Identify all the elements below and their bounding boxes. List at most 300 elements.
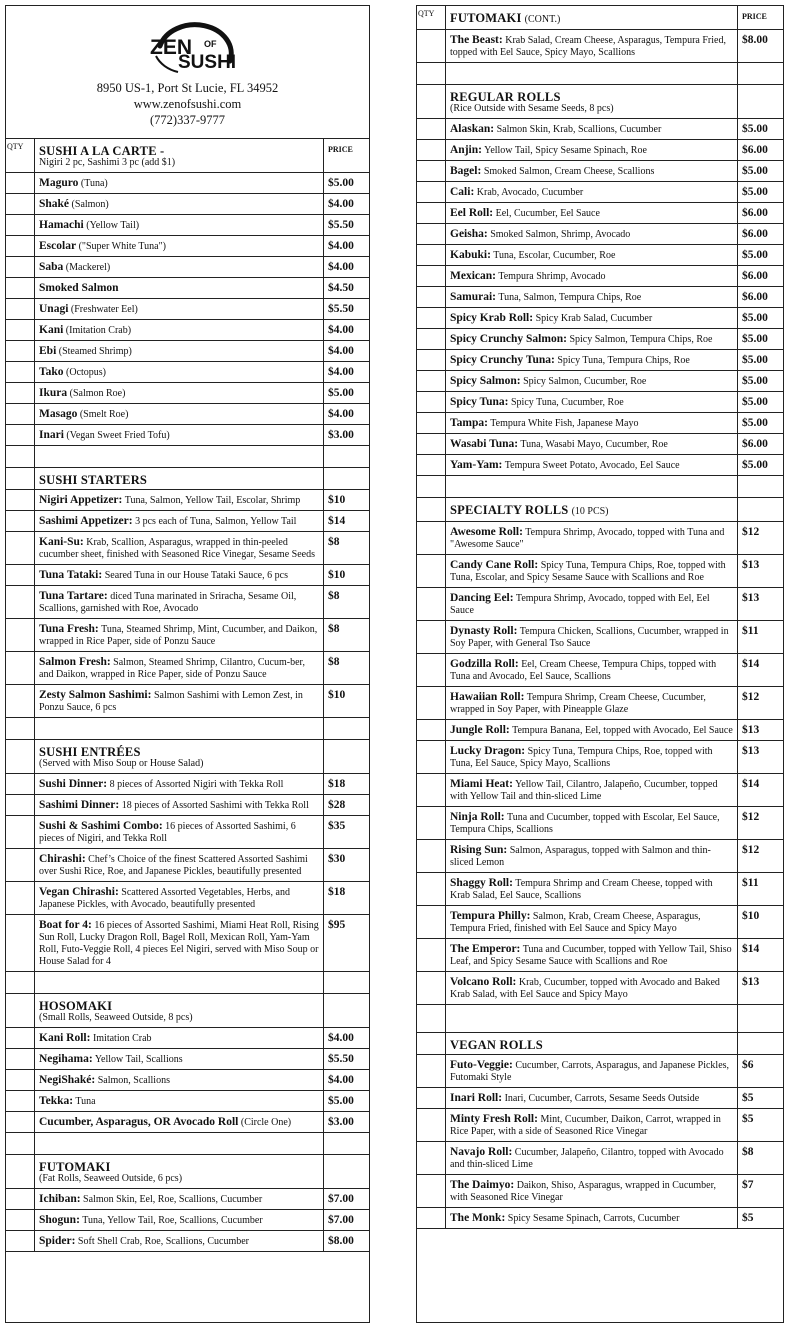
item-name: Masago <box>39 408 78 420</box>
item-price: $5.00 <box>738 161 783 182</box>
item-description: 3 pcs each of Tuna, Salmon, Yellow Tail <box>135 516 297 527</box>
item-price: $6.00 <box>738 140 783 161</box>
qty-checkbox[interactable] <box>417 588 446 621</box>
menu-item-yam-yam <box>446 455 738 476</box>
menu-item-ichiban <box>35 1189 324 1210</box>
item-price: $5 <box>738 1088 783 1109</box>
item-price: $5.00 <box>738 308 783 329</box>
qty-checkbox[interactable] <box>6 194 35 215</box>
qty-checkbox[interactable] <box>6 490 35 511</box>
qty-checkbox[interactable] <box>6 383 35 404</box>
item-name: Samurai: <box>450 291 496 303</box>
item-name: Cali: <box>450 186 475 198</box>
qty-checkbox[interactable] <box>417 1208 446 1229</box>
item-price: $5.00 <box>738 392 783 413</box>
menu-item-miami-heat <box>446 774 738 807</box>
item-price: $6.00 <box>738 266 783 287</box>
qty-checkbox[interactable] <box>6 173 35 194</box>
spacer-cell <box>446 1005 738 1033</box>
qty-checkbox[interactable] <box>417 224 446 245</box>
item-description: (Vegan Sweet Fried Tofu) <box>66 430 170 441</box>
item-price: $5 <box>738 1208 783 1229</box>
item-name: Ninja Roll: <box>450 811 505 823</box>
section-subtitle: (Fat Rolls, Seaweed Outside, 6 pcs) <box>39 1173 183 1184</box>
item-price: $8 <box>324 652 369 685</box>
menu-item-chirashi <box>35 849 324 882</box>
menu-item-ninja-roll <box>446 807 738 840</box>
item-description: Salmon, Scallions <box>97 1075 170 1086</box>
qty-checkbox[interactable] <box>6 425 35 446</box>
spacer-cell <box>738 1005 783 1033</box>
menu-item-tuna-tartare <box>35 586 324 619</box>
item-description: (Circle One) <box>240 1117 292 1128</box>
price-column-header <box>324 468 369 490</box>
item-description: Inari, Cucumber, Carrots, Sesame Seeds Outside <box>504 1093 700 1104</box>
item-price: $11 <box>738 621 783 654</box>
qty-checkbox[interactable] <box>6 652 35 685</box>
qty-checkbox[interactable] <box>6 619 35 652</box>
item-price: $3.00 <box>324 425 369 446</box>
qty-checkbox[interactable] <box>417 1055 446 1088</box>
section-subtitle: (Served with Miso Soup or House Salad) <box>39 758 204 769</box>
menu-item-the-monk <box>446 1208 738 1229</box>
item-description: Tuna <box>75 1096 96 1107</box>
menu-item-nigiri-appetizer <box>35 490 324 511</box>
qty-column-header: QTY <box>6 139 35 173</box>
menu-item-sushi-dinner <box>35 774 324 795</box>
item-name: Eel Roll: <box>450 207 494 219</box>
item-description: Yellow Tail, Cilantro, Jalapeño, Cucumber, topped with Yellow Tail and thin-sliced Lime <box>450 779 718 802</box>
item-description: Tempura Shrimp, Avocado, topped with Eel, Eel Sauce <box>450 593 710 616</box>
qty-checkbox[interactable] <box>6 816 35 849</box>
item-price: $7 <box>738 1175 783 1208</box>
qty-checkbox[interactable] <box>6 1091 35 1112</box>
qty-checkbox[interactable] <box>417 119 446 140</box>
item-name: Unagi <box>39 303 69 315</box>
item-description: (Octopus) <box>66 367 107 378</box>
item-price: $8 <box>324 619 369 652</box>
qty-checkbox[interactable] <box>417 972 446 1005</box>
price-column-header: PRICE <box>324 139 369 173</box>
item-name: Vegan Chirashi: <box>39 886 119 898</box>
qty-checkbox[interactable] <box>417 392 446 413</box>
item-name: Godzilla Roll: <box>450 658 519 670</box>
item-name: Ebi <box>39 345 57 357</box>
qty-checkbox[interactable] <box>417 621 446 654</box>
section-header <box>446 6 738 30</box>
section-subtitle: (Small Rolls, Seaweed Outside, 8 pcs) <box>39 1012 193 1023</box>
menu-item-godzilla-roll <box>446 654 738 687</box>
item-description: Spicy Tuna, Tempura Chips, Roe, topped with Tuna, Escolar, and Spicy Sesame Sauce with Scallions and Roe <box>450 560 726 583</box>
item-description: Tempura Chicken, Scallions, Cucumber, wrapped in Soy Paper, with General Tso Sauce <box>450 626 729 649</box>
qty-checkbox[interactable] <box>6 257 35 278</box>
address: 8950 US-1, Port St Lucie, FL 34952 <box>96 81 279 95</box>
qty-checkbox[interactable] <box>417 654 446 687</box>
qty-checkbox[interactable] <box>6 849 35 882</box>
qty-checkbox[interactable] <box>417 203 446 224</box>
item-name: Anjin: <box>450 144 482 156</box>
menu-item-tempura-philly <box>446 906 738 939</box>
qty-checkbox[interactable] <box>6 586 35 619</box>
item-name: Kani <box>39 324 64 336</box>
menu-item-dynasty-roll <box>446 621 738 654</box>
qty-checkbox[interactable] <box>417 873 446 906</box>
item-description: (Smelt Roe) <box>79 409 129 420</box>
item-description: Spicy Salmon, Cucumber, Roe <box>523 376 647 387</box>
qty-checkbox[interactable] <box>6 1231 35 1252</box>
menu-item-masago <box>35 404 324 425</box>
item-description: Krab, Scallion, Asparagus, wrapped in thin-peeled cucumber sheet, finished with Seasoned Rice Vinegar, Sesame Seeds <box>39 537 315 560</box>
qty-checkbox[interactable] <box>6 795 35 816</box>
item-price: $13 <box>738 741 783 774</box>
item-description: Tuna, Escolar, Cucumber, Roe <box>493 250 616 261</box>
item-price: $4.00 <box>324 320 369 341</box>
item-description: Imitation Crab <box>92 1033 152 1044</box>
item-name: Negihama: <box>39 1053 93 1065</box>
qty-checkbox[interactable] <box>417 1109 446 1142</box>
item-price: $3.00 <box>324 1112 369 1133</box>
item-description: Spicy Tuna, Tempura Chips, Roe, topped with Tuna, Eel Sauce, Spicy Mayo, Scallions <box>450 746 713 769</box>
qty-checkbox[interactable] <box>6 1028 35 1049</box>
item-name: Ikura <box>39 387 68 399</box>
item-description: Cucumber, Jalapeño, Cilantro, topped with Avocado and thin-sliced Lime <box>450 1147 724 1170</box>
item-name: Inari <box>39 429 64 441</box>
item-price: $10 <box>738 906 783 939</box>
item-description: Spicy Tuna, Tempura Chips, Roe <box>557 355 690 366</box>
menu-item-geisha <box>446 224 738 245</box>
item-description: Tempura Shrimp, Avocado, topped with Tuna and "Awesome Sauce" <box>450 527 725 550</box>
qty-column-header <box>6 1155 35 1189</box>
item-price: $4.50 <box>324 278 369 299</box>
item-name: Dancing Eel: <box>450 592 514 604</box>
item-description: Spicy Sesame Spinach, Carrots, Cucumber <box>507 1213 680 1224</box>
qty-column-header <box>417 498 446 522</box>
item-price: $5.00 <box>738 455 783 476</box>
item-name: Tako <box>39 366 64 378</box>
spacer-cell <box>738 63 783 85</box>
section-subtitle: Nigiri 2 pc, Sashimi 3 pc (add $1) <box>39 157 176 168</box>
item-description: (Freshwater Eel) <box>70 304 138 315</box>
section-header <box>35 1155 324 1189</box>
spacer-cell <box>35 972 324 994</box>
section-header <box>35 468 324 490</box>
qty-checkbox[interactable] <box>417 161 446 182</box>
item-price: $10 <box>324 565 369 586</box>
spacer-cell <box>35 1133 324 1155</box>
qty-checkbox[interactable] <box>417 555 446 588</box>
qty-checkbox[interactable] <box>417 30 446 63</box>
qty-checkbox[interactable] <box>417 245 446 266</box>
qty-column-header <box>6 740 35 774</box>
item-description: Chef’s Choice of the finest Scattered Assorted Sashimi over Sushi Rice, Roe, and Japanese Pickles, beautifully presented <box>39 854 308 877</box>
item-name: Volcano Roll: <box>450 976 517 988</box>
item-price: $14 <box>738 774 783 807</box>
qty-checkbox[interactable] <box>6 1070 35 1091</box>
section-title: SUSHI A LA CARTE - <box>39 144 165 158</box>
item-description: Tempura Sweet Potato, Avocado, Eel Sauce <box>504 460 680 471</box>
item-name: Tuna Tartare: <box>39 590 108 602</box>
item-name: Chirashi: <box>39 853 86 865</box>
spacer-cell <box>6 718 35 740</box>
menu-item-spider <box>35 1231 324 1252</box>
qty-checkbox[interactable] <box>6 915 35 972</box>
item-price: $4.00 <box>324 404 369 425</box>
item-price: $7.00 <box>324 1189 369 1210</box>
menu-item-escolar <box>35 236 324 257</box>
item-name: Geisha: <box>450 228 488 240</box>
item-price: $6.00 <box>738 434 783 455</box>
zen-of-sushi-logo <box>138 16 248 78</box>
item-name: Spicy Tuna: <box>450 396 509 408</box>
item-price: $8.00 <box>324 1231 369 1252</box>
website[interactable]: www.zenofsushi.com <box>133 97 242 111</box>
qty-checkbox[interactable] <box>417 687 446 720</box>
spacer-cell <box>446 63 738 85</box>
item-description: Cucumber, Carrots, Asparagus, and Japanese Pickles, Futomaki Style <box>450 1060 730 1083</box>
item-description: Krab Salad, Cream Cheese, Asparagus, Tempura Fried, topped with Eel Sauce, Spicy Mayo, Scallions <box>450 35 726 58</box>
item-description: Soft Shell Crab, Roe, Scallions, Cucumber <box>77 1236 250 1247</box>
item-price: $8 <box>324 532 369 565</box>
item-description: Smoked Salmon, Shrimp, Avocado <box>490 229 631 240</box>
item-name: The Beast: <box>450 34 503 46</box>
section-title: VEGAN ROLLS <box>450 1038 543 1052</box>
section-header <box>446 498 738 522</box>
qty-checkbox[interactable] <box>6 565 35 586</box>
item-price: $8 <box>324 586 369 619</box>
menu-item-vegan-chirashi <box>35 882 324 915</box>
qty-checkbox[interactable] <box>417 1142 446 1175</box>
qty-checkbox[interactable] <box>6 341 35 362</box>
menu-item-negishak <box>35 1070 324 1091</box>
qty-checkbox[interactable] <box>6 882 35 915</box>
qty-checkbox[interactable] <box>417 266 446 287</box>
item-description: (Tuna) <box>80 178 108 189</box>
section-header <box>35 740 324 774</box>
qty-checkbox[interactable] <box>417 182 446 203</box>
item-description: Tempura Shrimp, Avocado <box>498 271 606 282</box>
item-name: Saba <box>39 261 64 273</box>
price-column-header <box>738 498 783 522</box>
item-price: $5.00 <box>738 350 783 371</box>
item-description: Scattered Assorted Vegetables, Herbs, and Japanese Pickles, with Avocado, beautifully presented <box>39 887 290 910</box>
menu-item-inari-roll <box>446 1088 738 1109</box>
item-price: $4.00 <box>324 1070 369 1091</box>
price-column-header <box>324 994 369 1028</box>
item-description: Daikon, Shiso, Asparagus, wrapped in Cucumber, with Seasoned Rice Vinegar <box>450 1180 717 1203</box>
item-name: Hawaiian Roll: <box>450 691 525 703</box>
menu-item-jungle-roll <box>446 720 738 741</box>
item-name: Kani Roll: <box>39 1032 91 1044</box>
item-description: Eel, Cream Cheese, Tempura Chips, topped with Tuna and Avocado, Eel Sauce, Scallions <box>450 659 717 682</box>
item-description: Eel, Cucumber, Eel Sauce <box>495 208 600 219</box>
qty-checkbox[interactable] <box>6 1049 35 1070</box>
section-subtitle: (Rice Outside with Sesame Seeds, 8 pcs) <box>450 103 614 114</box>
item-price: $5.00 <box>738 329 783 350</box>
qty-column-header <box>417 85 446 119</box>
item-price: $5.00 <box>738 182 783 203</box>
qty-checkbox[interactable] <box>417 329 446 350</box>
item-name: NegiShaké: <box>39 1074 96 1086</box>
item-name: Sushi Dinner: <box>39 778 108 790</box>
item-name: Smoked Salmon <box>39 282 119 294</box>
menu-item-kabuki <box>446 245 738 266</box>
item-description: Spicy Tuna, Cucumber, Roe <box>511 397 624 408</box>
item-description: Krab, Cucumber, topped with Avocado and Baked Krab Salad, with Eel Sauce and Spicy Mayo <box>450 977 720 1000</box>
menu-item-hamachi <box>35 215 324 236</box>
qty-checkbox[interactable] <box>6 511 35 532</box>
item-price: $4.00 <box>324 362 369 383</box>
qty-checkbox[interactable] <box>417 455 446 476</box>
qty-checkbox[interactable] <box>417 774 446 807</box>
qty-checkbox[interactable] <box>417 1175 446 1208</box>
menu-item-boat-for-4 <box>35 915 324 972</box>
qty-checkbox[interactable] <box>417 287 446 308</box>
menu-item-kani-roll <box>35 1028 324 1049</box>
spacer-cell <box>35 718 324 740</box>
item-name: Nigiri Appetizer: <box>39 494 123 506</box>
phone[interactable]: (772)337-9777 <box>150 113 225 127</box>
qty-column-header: QTY <box>417 6 446 30</box>
item-name: Wasabi Tuna: <box>450 438 519 450</box>
item-price: $6.00 <box>738 287 783 308</box>
qty-checkbox[interactable] <box>6 215 35 236</box>
item-description: Yellow Tail, Scallions <box>94 1054 183 1065</box>
item-price: $14 <box>738 939 783 972</box>
menu-item-sushi-sashimi-combo <box>35 816 324 849</box>
qty-checkbox[interactable] <box>417 720 446 741</box>
spacer-cell <box>324 718 369 740</box>
item-name: Kabuki: <box>450 249 491 261</box>
item-price: $95 <box>324 915 369 972</box>
price-column-header: PRICE <box>738 6 783 30</box>
item-name: Sashimi Appetizer: <box>39 515 133 527</box>
item-price: $4.00 <box>324 341 369 362</box>
item-price: $12 <box>738 840 783 873</box>
qty-checkbox[interactable] <box>6 278 35 299</box>
item-name: Spicy Crunchy Salmon: <box>450 333 567 345</box>
spacer-cell <box>446 476 738 498</box>
spacer-cell <box>417 476 446 498</box>
item-description: Tuna and Cucumber, topped with Yellow Tail, Shiso Leaf, and Spicy Sesame Sauce with Scallions and Roe <box>450 944 732 967</box>
qty-checkbox[interactable] <box>417 1088 446 1109</box>
qty-column-header <box>6 468 35 490</box>
qty-checkbox[interactable] <box>417 906 446 939</box>
item-description: Salmon, Krab, Cream Cheese, Asparagus, Tempura Fried, finished with Eel Sauce and Spicy Mayo <box>450 911 701 934</box>
qty-checkbox[interactable] <box>417 939 446 972</box>
menu-item-tampa <box>446 413 738 434</box>
qty-checkbox[interactable] <box>417 522 446 555</box>
qty-checkbox[interactable] <box>417 434 446 455</box>
qty-checkbox[interactable] <box>6 774 35 795</box>
menu-left-column <box>5 5 370 1323</box>
qty-checkbox[interactable] <box>417 413 446 434</box>
item-price: $10 <box>324 685 369 718</box>
item-description: Tempura Shrimp and Cream Cheese, topped with Krab Salad, Eel Sauce, Scallions <box>450 878 713 901</box>
qty-checkbox[interactable] <box>417 840 446 873</box>
item-description: 8 pieces of Assorted Nigiri with Tekka Roll <box>109 779 284 790</box>
qty-checkbox[interactable] <box>6 1189 35 1210</box>
menu-item-wasabi-tuna <box>446 434 738 455</box>
item-price: $5 <box>738 1109 783 1142</box>
item-price: $14 <box>738 654 783 687</box>
item-description: (Yellow Tail) <box>86 220 140 231</box>
qty-checkbox[interactable] <box>417 741 446 774</box>
qty-checkbox[interactable] <box>6 236 35 257</box>
item-name: The Monk: <box>450 1212 506 1224</box>
item-price: $5.00 <box>738 371 783 392</box>
item-description: Tuna, Salmon, Yellow Tail, Escolar, Shrimp <box>124 495 301 506</box>
price-column-header <box>324 740 369 774</box>
item-price: $30 <box>324 849 369 882</box>
menu-item-tuna-fresh <box>35 619 324 652</box>
item-description: Salmon, Asparagus, topped with Salmon and thin-sliced Lemon <box>450 845 711 868</box>
item-name: Sashimi Dinner: <box>39 799 120 811</box>
item-description: 16 pieces of Assorted Sashimi, 6 pieces of Nigiri, and Tekka Roll <box>39 821 296 844</box>
menu-item-spicy-tuna <box>446 392 738 413</box>
menu-item-inari <box>35 425 324 446</box>
item-price: $6.00 <box>738 203 783 224</box>
menu-item-spicy-crunchy-tuna <box>446 350 738 371</box>
item-name: Tekka: <box>39 1095 74 1107</box>
qty-checkbox[interactable] <box>6 320 35 341</box>
item-price: $13 <box>738 720 783 741</box>
qty-checkbox[interactable] <box>6 532 35 565</box>
spacer-cell <box>6 972 35 994</box>
qty-checkbox[interactable] <box>6 404 35 425</box>
menu-item-shaggy-roll <box>446 873 738 906</box>
item-description: (Imitation Crab) <box>65 325 132 336</box>
item-description: 18 pieces of Assorted Sashimi with Tekka Roll <box>121 800 309 811</box>
menu-item-tuna-tataki <box>35 565 324 586</box>
item-name: Shaggy Roll: <box>450 877 513 889</box>
qty-checkbox[interactable] <box>6 362 35 383</box>
item-name: Spicy Salmon: <box>450 375 521 387</box>
menu-item-salmon-fresh <box>35 652 324 685</box>
qty-checkbox[interactable] <box>6 685 35 718</box>
item-name: Candy Cane Roll: <box>450 559 539 571</box>
menu-item-alaskan <box>446 119 738 140</box>
item-price: $28 <box>324 795 369 816</box>
item-name: Boat for 4: <box>39 919 92 931</box>
item-price: $11 <box>738 873 783 906</box>
menu-item-mexican <box>446 266 738 287</box>
qty-checkbox[interactable] <box>417 140 446 161</box>
item-name: Maguro <box>39 177 79 189</box>
qty-checkbox[interactable] <box>417 371 446 392</box>
item-description: Smoked Salmon, Cream Cheese, Scallions <box>483 166 655 177</box>
qty-checkbox[interactable] <box>417 350 446 371</box>
qty-checkbox[interactable] <box>6 1112 35 1133</box>
qty-checkbox[interactable] <box>417 308 446 329</box>
item-price: $12 <box>738 687 783 720</box>
qty-checkbox[interactable] <box>6 299 35 320</box>
item-description: Seared Tuna in our House Tataki Sauce, 6 pcs <box>104 570 288 581</box>
item-name: Spider: <box>39 1235 76 1247</box>
qty-checkbox[interactable] <box>417 807 446 840</box>
spacer-cell <box>324 972 369 994</box>
item-price: $35 <box>324 816 369 849</box>
menu-item-tako <box>35 362 324 383</box>
item-price: $8.00 <box>738 30 783 63</box>
item-description: (Salmon) <box>71 199 109 210</box>
spacer-cell <box>417 1005 446 1033</box>
spacer-cell <box>6 1133 35 1155</box>
menu-item-ikura <box>35 383 324 404</box>
item-description: Spicy Salmon, Tempura Chips, Roe <box>569 334 713 345</box>
item-price: $5.00 <box>324 173 369 194</box>
item-name: The Emperor: <box>450 943 521 955</box>
qty-checkbox[interactable] <box>6 1210 35 1231</box>
